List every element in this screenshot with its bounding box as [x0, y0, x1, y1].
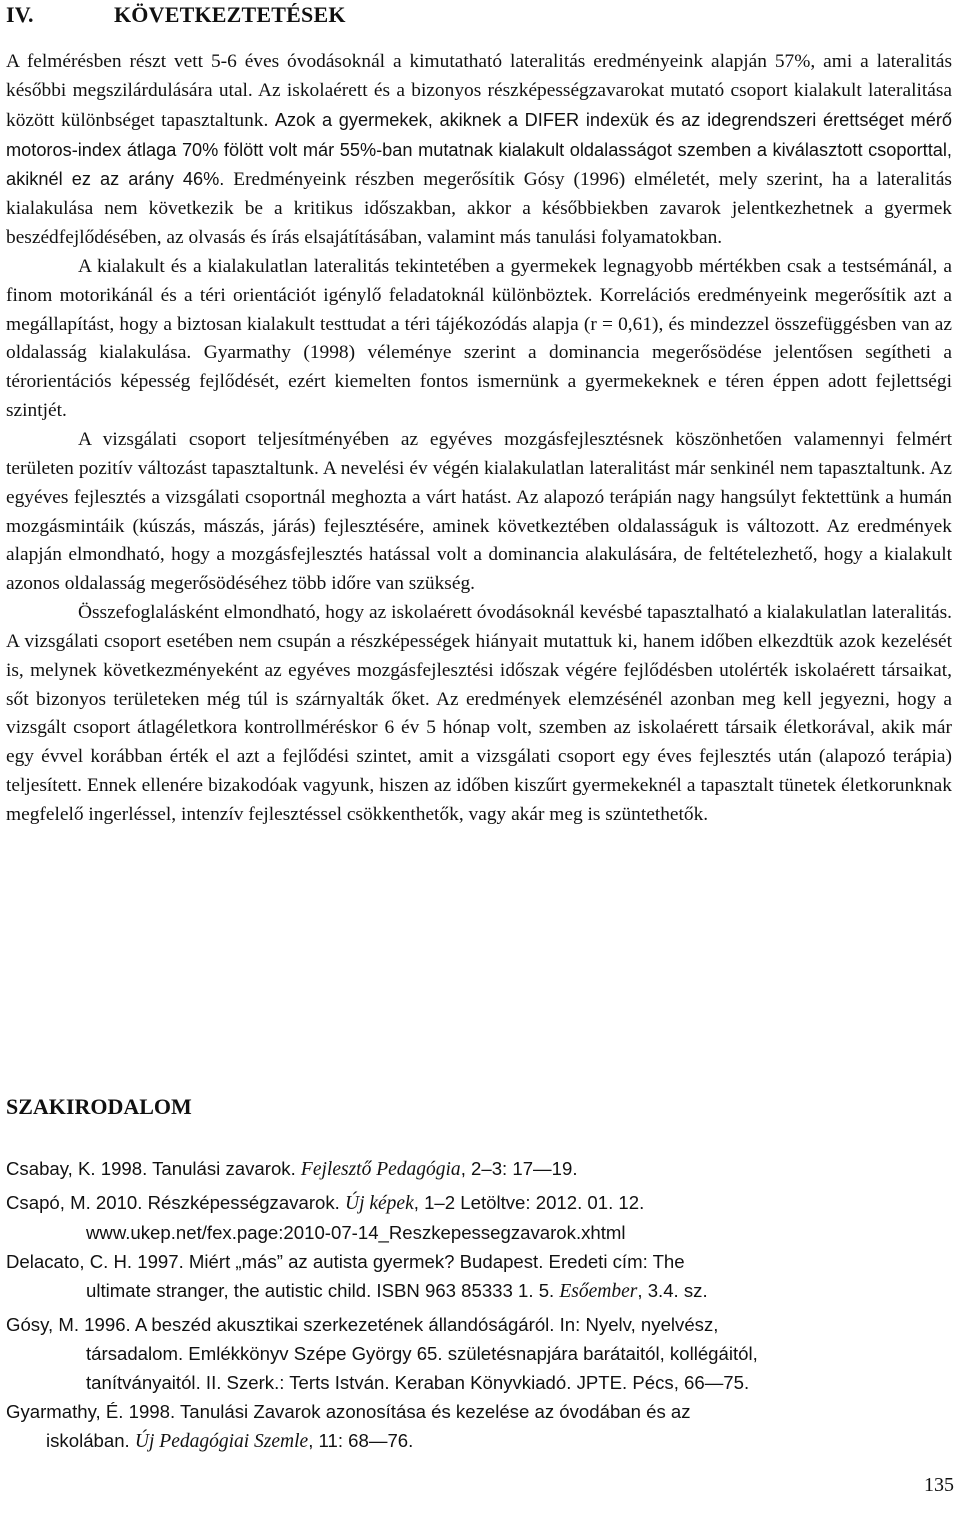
reference-item: [6, 1247, 952, 1306]
reference-text: Gyarmathy, É. 1998. Tanulási Zavarok azonosítása és kezelése az óvodában és az: [6, 1401, 691, 1422]
reference-text: tanítványaitól. II. Szerk.: Terts István. Keraban Könyvkiadó. JPTE. Pécs, 66—75.: [86, 1372, 750, 1393]
reference-item: [6, 1310, 952, 1397]
reference-item: [6, 1397, 952, 1456]
paragraph-1: [6, 48, 952, 253]
paragraph-2: A kialakult és a kialakulatlan lateralitás tekintetében a gyermekek legnagyobb mértékben csak a testsémánál, a finom motorikánál és a téri orientációt igénylő feladatoknál különböztek. Korrelációs eredményeink megerősítik azt a megállapítást, hogy a biztosan kialakult testtudat a téri tájékozódás alapja (r = 0,61), és mindezzel összefüggésben van az oldalasság kialakulása. Gyarmathy (1998) véleménye szerint a dominancia megerősödése jelentősen segítheti a térorientációs képesség fejlődését, ezért kiemelten fontos ismernünk a gyermekeknek e téren éppen adott fejlettségi szintjét.: [6, 255, 952, 422]
reference-text: iskolában.: [46, 1430, 135, 1451]
paragraph-1-part-a: A felmérésben részt vett 5-6 éves óvodásoknál a kimutatható lateralitás eredményeink alapján 57%, ami a lateralitás későbbi megszilárdulására utal. Az iskolaérett és a bizonyos részképességzavarokat mutató csoport kialakult lateralitása között különbséget tapasztaltunk.: [6, 51, 952, 131]
reference-journal: Új Pedagógiai Szemle: [134, 1431, 309, 1452]
reference-journal: Új képek: [345, 1193, 414, 1214]
section-number: IV.: [6, 2, 34, 27]
reference-text: Delacato, C. H. 1997. Miért „más” az autista gyermek? Budapest. Eredeti cím: The: [6, 1251, 685, 1272]
section-heading: [6, 2, 346, 28]
section-title: KÖVETKEZTETÉSEK: [114, 2, 346, 27]
reference-text: Csapó, M. 2010. Részképességzavarok.: [6, 1192, 345, 1213]
reference-text: társadalom. Emlékkönyv Szépe György 65. születésnapjára barátaitól, kollégáitól,: [86, 1343, 758, 1364]
reference-journal: Fejlesztő Pedagógia: [300, 1159, 461, 1180]
references-heading: SZAKIRODALOM: [6, 1094, 192, 1119]
reference-text: ultimate stranger, the autistic child. ISBN 963 85333 1. 5.: [86, 1280, 560, 1301]
body-text: [6, 48, 952, 830]
paragraph-1-part-c: Eredményeink részben megerősítik Gósy (1996) elméletét, mely szerint, ha a lateralitás kialakulása nem következik be a kritikus időszakban, akkor a későbbiekben zavarok jelentkezhetnek a gyermek beszédfejlődésében, az olvasás és írás elsajátításában, valamint más tanulási folyamatokban.: [6, 169, 952, 249]
paragraph-3: A vizsgálati csoport teljesítményében az egyéves mozgásfejlesztésnek köszönhetően valamennyi felmért területen pozitív változást tapasztaltunk. A nevelési év végén kialakulatlan lateralitást már senkinél nem tapasztaltunk. Az egyéves fejlesztés a vizsgálati csoportnál meghozta a várt hatást. Az alapozó terápián nagy hangsúlyt fektettünk a humán mozgásmintáik (kúszás, mászás, járás) fejlesztésére, aminek következtében oldalasságuk is változott. Az eredmények alapján elmondható, hogy a mozgásfejlesztés hatással volt a dominancia alakulására, de feltételezhető, hogy a kialakult azonos oldalasság megerősödéséhez több időre van szükség.: [6, 428, 952, 595]
page-number: 135: [924, 1474, 954, 1496]
reference-url[interactable]: www.ukep.net/fex.page:2010-07-14_Reszkepessegzavarok.xhtml: [86, 1222, 626, 1243]
reference-text: , 2–3: 17—19.: [460, 1158, 578, 1179]
paragraph-1-part-b: Azok a gyermekek, akiknek a DIFER indexük és az idegrendszeri érettséget mérő motoros-index átlaga 70% fölött volt már 55%-ban mutatnak kialakult oldalasságot szemben a kiválasztott csoporttal, akiknél ez az arány 46%.: [6, 109, 952, 190]
reference-text: , 11: 68—76.: [308, 1430, 414, 1451]
reference-text: , 3.4. sz.: [637, 1280, 708, 1301]
reference-item: [6, 1154, 952, 1184]
reference-item: [6, 1188, 952, 1247]
reference-journal: Esőember: [559, 1281, 638, 1302]
reference-text: Csabay, K. 1998. Tanulási zavarok.: [6, 1158, 301, 1179]
reference-text: , 1–2 Letöltve: 2012. 01. 12.: [413, 1192, 645, 1213]
paragraph-4: Összefoglalásként elmondható, hogy az iskolaérett óvodásoknál kevésbé tapasztalható a kialakulatlan lateralitás. A vizsgálati csoport esetében nem csupán a részképességek hiányait mutattuk ki, hanem időben elkezdtük azok kezelését is, melynek következményeként az egyéves mozgásfejlesztési időszak végére fejlődésben utolérték iskolaérett társaikat, sőt bizonyos területeken még túl is szárnyalták őket. Az eredmények elemzésénél azonban meg kell jegyezni, hogy a vizsgált csoport átlagéletkora kontrollméréskor 6 év 5 hónap volt, szemben az iskolaérett társaik életkorával, akik már egy évvel korábban érték el azt a fejlődési szintet, amit a vizsgálati csoport egy éves fejlesztés után (alapozó terápia) teljesített. Ennek ellenére bizakodóak vagyunk, hiszen az időben kiszűrt gyermekeknél a tapasztalt tünetek életkorunknak megfelelő ingerléssel, intenzív fejlesztéssel csökkenthetők, vagy akár meg is szüntethetők.: [6, 602, 952, 825]
reference-text: Gósy, M. 1996. A beszéd akusztikai szerkezetének állandóságáról. In: Nyelv, nyelvész,: [6, 1314, 719, 1335]
reference-list: [6, 1154, 952, 1456]
